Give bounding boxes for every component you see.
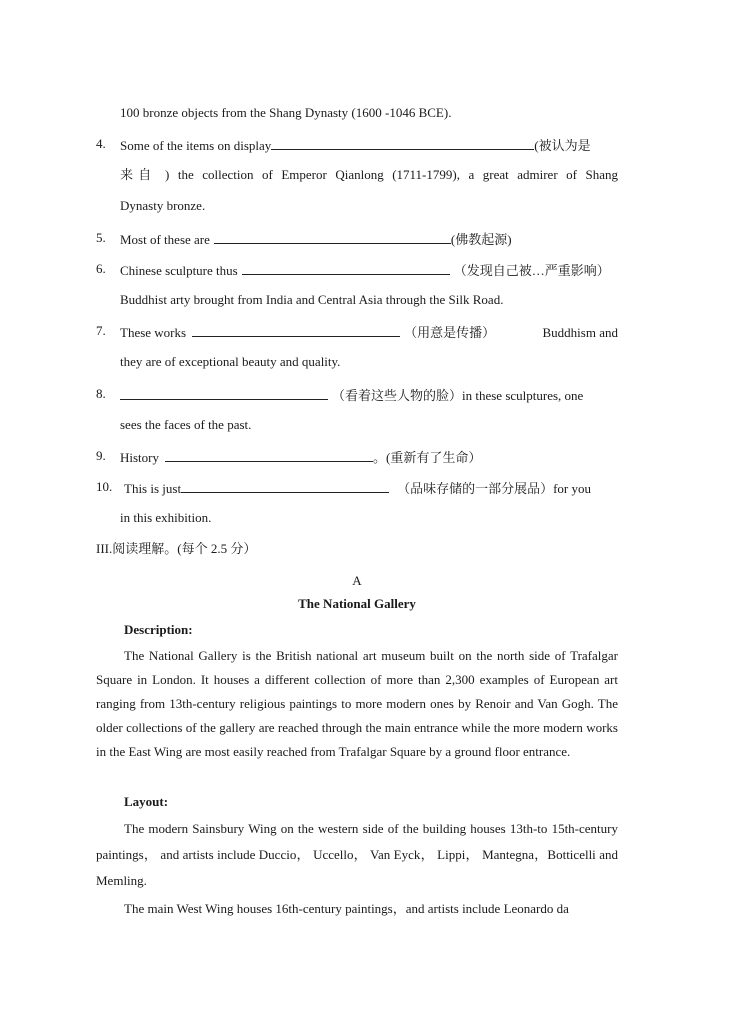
item5-text-b: (佛教起源)	[450, 232, 512, 247]
item7-line2: they are of exceptional beauty and quality.	[120, 354, 341, 369]
article-title: The National Gallery	[298, 596, 416, 611]
item6-text-b: （发现自己被…严重影响）	[453, 263, 610, 278]
item5-line1	[120, 230, 512, 248]
item8-number: 8.	[96, 386, 106, 401]
item10-text-a: This is just	[124, 481, 182, 496]
item8-answer-blank[interactable]	[120, 386, 328, 400]
item9-line1	[120, 448, 481, 466]
item4-line2: 来自 ) the collection of Emperor Qianlong (1711-1799), a great admirer of Shang	[120, 167, 618, 182]
item9-number: 9.	[96, 448, 106, 463]
item4-answer-blank[interactable]	[271, 136, 534, 150]
item10-line2: in this exhibition.	[120, 510, 212, 525]
item9-text-a: History	[120, 450, 159, 465]
item8-text-b: （看着这些人物的脸）in these sculptures, one	[332, 388, 584, 403]
item7-text-c: Buddhism and	[542, 325, 618, 340]
item4-line3: Dynasty bronze.	[120, 198, 206, 213]
description-paragraph: The National Gallery is the British national art museum built on the north side of Trafalgar Square in London. It houses a different collection of more than 2,300 examples of European art ranging from 13th-century religious paintings to more modern ones by Renoir and Van Gogh. The older collections of the gallery are reached through the main entrance while the more modern works in the East Wing are most easily reached from Trafalgar Square by a ground floor entrance.	[96, 648, 618, 759]
item9-text-b: 。(重新有了生命）	[373, 450, 482, 465]
item6-line1	[120, 261, 610, 279]
item6-text-a: Chinese sculpture thus	[120, 263, 238, 278]
item10-line1	[124, 479, 591, 497]
section-heading: III.阅读理解。(每个 2.5 分）	[96, 541, 257, 556]
item4-line1	[120, 136, 618, 154]
layout-paragraph-1: The modern Sainsbury Wing on the western side of the building houses 13th-to 15th-century paintings， and artists include Duccio， Uccello， Van Eyck， Lippi， Mantegna，Botticelli and Memling.	[96, 821, 618, 888]
item6-number: 6.	[96, 261, 106, 276]
item7-line1	[120, 323, 618, 341]
item4-text-a: Some of the items on display	[120, 138, 272, 153]
item8-line2: sees the faces of the past.	[120, 417, 252, 432]
layout-label: Layout:	[124, 794, 169, 809]
item10-number: 10.	[96, 479, 113, 494]
layout-paragraph-2: The main West Wing houses 16th-century paintings，and artists include Leonardo da	[124, 901, 569, 916]
description-label: Description:	[124, 622, 193, 637]
item5-number: 5.	[96, 230, 106, 245]
item7-text-a: These works	[120, 325, 187, 340]
item5-answer-blank[interactable]	[214, 230, 451, 244]
item4-number: 4.	[96, 136, 106, 151]
item3-continuation: 100 bronze objects from the Shang Dynasty (1600 -1046 BCE).	[120, 105, 452, 120]
part-label: A	[352, 573, 362, 588]
item7-answer-blank[interactable]	[192, 323, 400, 337]
item9-answer-blank[interactable]	[165, 448, 373, 462]
item7-text-b: （用意是传播）	[404, 325, 496, 340]
item4-text-b: (被认为是	[534, 138, 591, 153]
item5-text-a: Most of these are	[120, 232, 210, 247]
item6-line2: Buddhist arty brought from India and Central Asia through the Silk Road.	[120, 292, 504, 307]
item6-answer-blank[interactable]	[242, 261, 450, 275]
item10-text-b: （品味存储的一部分展品）for you	[397, 481, 591, 496]
item10-answer-blank[interactable]	[181, 479, 389, 493]
item8-line1	[120, 386, 583, 404]
item7-number: 7.	[96, 323, 106, 338]
